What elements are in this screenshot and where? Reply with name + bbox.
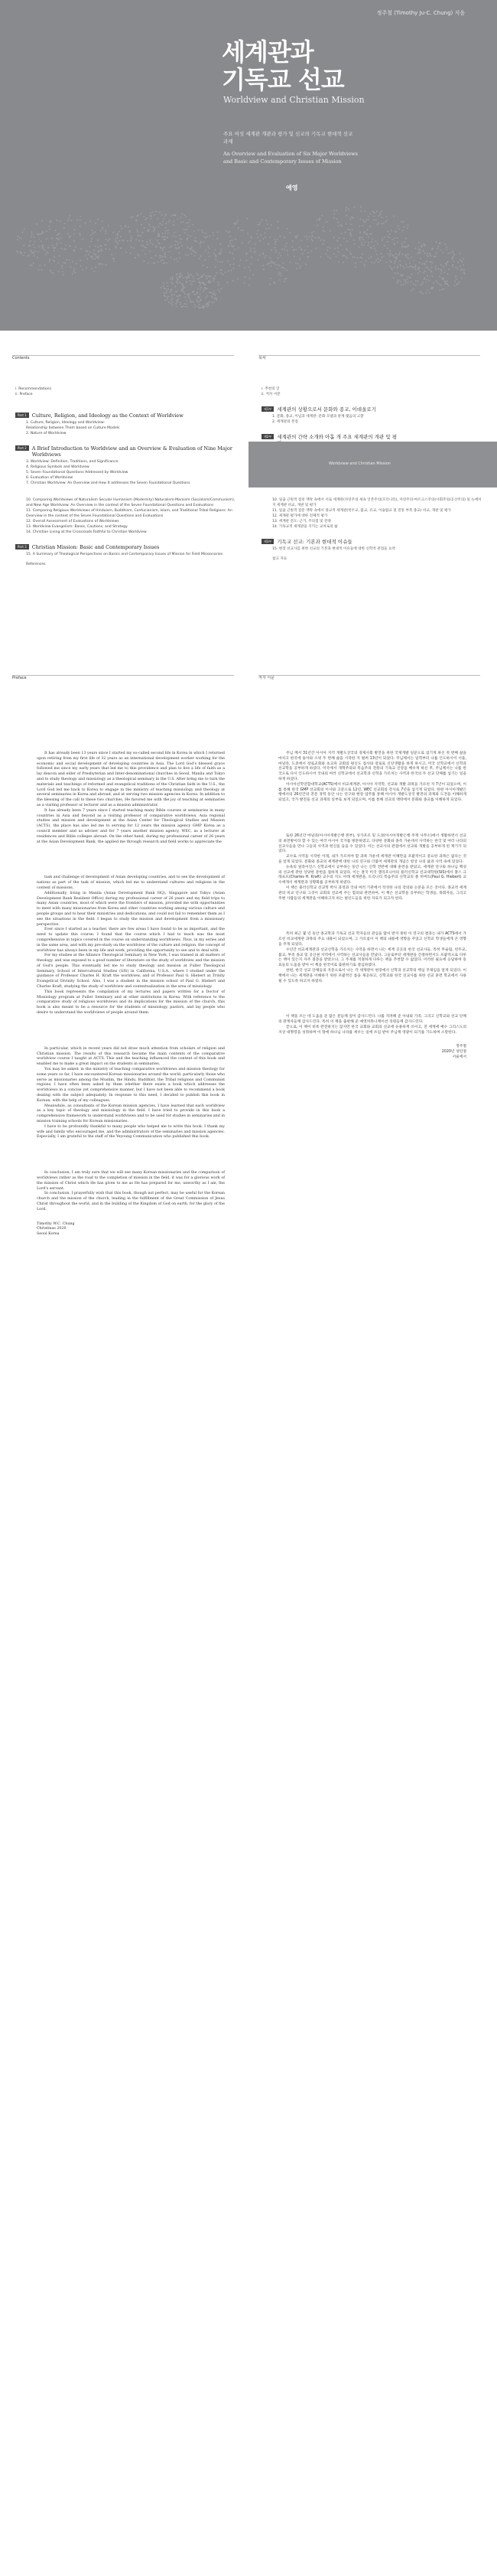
paragraph: 이 책을 쓰는 데 도움을 준 많은 분들께 깊이 감사드린다. 나를 격려해 준 아내와 가족, 그리고 신학교와 선교 단체의 관계자들께 감사드린다. 특히 이 책을 출판해 준 예영커뮤니케이션 직원들께 감사드린다. bbox=[278, 1015, 466, 1025]
signature-block: Timothy W.C. Chung Christmas 2020 Seoul Korea bbox=[37, 1221, 75, 1237]
toc-item[interactable]: ii. 저자 서문 bbox=[261, 393, 281, 396]
part-heading: 제1부 세계관의 상황으로서 문화와 종교, 이데올로기 bbox=[261, 406, 483, 412]
paragraph: 뉴욕의 얼라이언스 신학교에서 공부하는 동안 나는 신학 전반에 대해 훈련을 받았고, 세계관 연구와 하나님 백성의 선교에 관한 상당한 문헌을 접하게 되었다. 이는 결국 미국 캘리포니아의 풀러신학교 선교대학원(SIS)에서 찰스 크래프트(Charles H. Kraft) 교수의 지도 아래 세계관을, 트리니티 복음주의 신학교의 폴 히버트(Paul G. Hiebert) 교수에게서 세계관과 상황화를 공부하게 하였다. bbox=[278, 865, 466, 885]
paragraph: 한편, 한국 선교 단체들의 자문으로서 나는 각 세계관이 현장에서 신학과 선교학의 핵심 주제임을 알게 되었다. 이 책에서 나는 세계관을 이해하기 위한 포괄적인 틀을 제공하고, 신학교와 한국 선교사를 위한 선교 훈련 학교에서 사용될 수 있도록 하고자 하였다. bbox=[278, 968, 466, 983]
toc-item[interactable]: References bbox=[26, 562, 46, 566]
toc-item[interactable]: 6. Evaluation of Worldview bbox=[26, 476, 73, 480]
toc-item[interactable]: 15. 현장 선교사를 위한 선교의 기본과 현대적 이슈들에 대한 신학적 관점들 요약 bbox=[272, 547, 395, 551]
preface-spread bbox=[0, 667, 497, 2565]
paragraph: I have to be profoundly thankful to many people who helped me to write this book. I thank my wife and family who encouraged me, and the administrators of the seminaries and mission agencies. Especially, I am grateful to the staff of the Yeyoung Communication who published this book. bbox=[37, 1124, 225, 1140]
divider bbox=[12, 675, 234, 676]
part-heading: Part 2 A Brief Introduction to Worldview and an Overview & Evaluation of Nine Major Worldviews bbox=[15, 445, 237, 458]
cover-subtitle-ko: 주요 여섯 세계관 개관과 평가 및 신교의 기독교 현대적 선교과제 bbox=[223, 131, 353, 145]
toc-item[interactable]: i. Recommendations bbox=[15, 387, 51, 391]
paragraph: It has already been 7 years since I started teaching many Bible courses at seminaries in many countries in Asia and beyond as a visiting professor of comparative worldviews, Asia regional studies and mission and development at the Asian Center for Theological Studies and Mission (ACTS), the place has also led me to serving for 12 years the mission agency GMP Korea as a council member and as adviser and for 7 years another mission agency, WEC, as a lecturer at residences and Bible colleges abroad. On the other hand, during my professional career of 26 years at the Asian Development Bank, the applied me through research and field works to appreciate the bbox=[37, 808, 225, 844]
paragraph: 특히 최근 몇 년 동안 종교학과 기독교 선교 학자들의 관심을 많이 받지 못한 이 연구의 결과는 내가 ACTS에서 가르친 비교세계관 과목의 주요 내용이 되었으며, 그 가르침이 이 책의 내용에 영향을 주었고 신학교 학생들에게 큰 영향을 주게 되었다. bbox=[278, 932, 466, 947]
paragraph: 이 책은 풀러신학교 선교학 박사 과정과 국내 여러 기관에서 작성한 나의 강의와 논문을 모은 것이다. 종교적 세계관의 비교 연구와 그것이 교회의 선교에 주는 함의와 관련하여, 이 책은 선교학을 공부하는 학생들, 목회자들, 그리고 주변 사람들의 세계관을 이해하고자 하는 평신도들을 위한 자료가 되고자 한다. bbox=[278, 885, 466, 901]
toc-item[interactable]: 14. 기독교적 세계관을 지키는 교차로의 삶 bbox=[272, 525, 338, 529]
banner-caption: Worldview and Christian Mission bbox=[329, 461, 391, 466]
toc-item[interactable]: 13. Worldview Evangelism: Bases, Cautions, and Strategy bbox=[26, 525, 128, 529]
toc-item[interactable]: ii. Preface bbox=[15, 393, 33, 396]
paragraph: This book represents the compilation of my lectures and papers written for a Doctor of Missiology program at Fuller Seminary and at other institutions in Korea. With reference to the comparative study of religious worldviews and its implications for the mission of the church, this book is also meant to be a resource for the students of missiology, pastors, and lay people who desire to understand the worldviews of people around them. bbox=[37, 990, 225, 1016]
cover-title-en: Worldview and Christian Mission bbox=[223, 95, 365, 105]
toc-banner-image bbox=[248, 442, 497, 487]
preface-en-body bbox=[37, 752, 225, 1237]
toc-item[interactable]: 3. Worldview: Definition, Traditions, and Significance bbox=[26, 460, 119, 464]
preface-en-header: Preface bbox=[12, 676, 27, 680]
divider bbox=[12, 355, 234, 356]
paragraph: 주님 께서 31년간 아시아 지역 개발도상국의 경제사회 발전을 위한 국제개발 일꾼으로 섬기게 하신 첫 번째 삶을 마치고 한국에 돌아와 소위 두 번째 삶을 시작한 지 벌써 13년이 되었다. 주님께서는 일찍부터 나를 인도하시어 서울, 마닐라, 도쿄에서 장로교회와 초교파 교회의 평신도 집사와 장로로 신앙생활을 하게 하시고, 미국 신학교에서 신학과 선교학을 공부하게 하셨다. 미국에서 개혁주의와 복음주의 전통의 기독교 신앙을 배우게 하신 후, 주님께서는 나를 한국으로 다시 인도하시어 국내외 여러 신학교에서 선교학과 신학을 가르치는 사역과 한국의 두 선교 단체를 섬기는 일을 하게 하셨다. bbox=[278, 752, 466, 781]
paragraph: 또한 26년간 마닐라(아시아개발은행 본부), 싱가포르 및 도쿄(아시아개발은행 주재 사무소)에서 생활하면서 선교의 최전방이라 할 수 있는 여러 아시아 국가를 방문하였고, 다양한 문화와 종족 가운데서 사역하는 한국 및 여러 나라의 선교사들을 만나 그들의 사역과 헌신을 들을 수 있었다. 이는 선교사의 관점에서 선교와 개발을 공부하게 된 계기가 되었다. bbox=[278, 833, 466, 854]
toc-item[interactable]: 4. Religious Symbols and Worldview bbox=[26, 465, 89, 469]
preface-ko-header: 저자 서문 bbox=[258, 676, 274, 680]
cover-subtitle-en: An Overview and Evaluation of Six Major Worldviews and Basic and Contemporary Issues of Mission bbox=[223, 151, 358, 165]
toc-item[interactable]: i. 추천의 글 bbox=[261, 387, 280, 391]
toc-item[interactable]: 1. 문화, 종교, 이념과 세계관: 문화 모델과 관계 맺음의 고찰 bbox=[272, 415, 364, 419]
cover-title-ko: 세계관과 기독교 선교 bbox=[222, 37, 344, 94]
paragraph: task and challenge of development of Asian developing countries, and to see the development of nations as part of the task of mission, which led me to understand cultures and religions in the context of missions. bbox=[37, 876, 225, 890]
toc-item[interactable]: 11. 일곱 근원적 질문 맥락 속에서 종교적 세계관(힌두교, 불교, 유교, 이슬람교 및 전통 부족 종교) 비교, 개관 및 평가 bbox=[272, 509, 451, 513]
toc-item[interactable]: Relationship between Them based on Culture Models bbox=[26, 426, 120, 430]
world-map-dots-graphic bbox=[0, 191, 497, 329]
part-heading: Part 3 Christian Mission: Basic and Contemporary Issues bbox=[15, 544, 237, 550]
toc-item[interactable]: 5. Seven Foundational Questions Addressed by Worldview bbox=[26, 471, 128, 474]
part-heading: Part 1 Culture, Religion, and Ideology as the Context of Worldview bbox=[15, 412, 237, 419]
paragraph: For my studies at the Alliance Theological Seminary in New York, I was trained in all matters of theology, and was exposed to a good number of literature on the study of worldview and the mission of God's people. This eventually led me to study theology and mission at Fuller Theological Seminary, School of Intercultural Studies (SIS) in California, U.S.A., where I studied under the guidance of Professor Charles H. Kraft the worldview, and of Professor Paul G. Hiebert at Trinity Evangelical Divinity School. Also, I was a student in the mission school of Paul G. Hiebert and Charles Kraft, studying the study of worldview and contextualization in the area of missiology. bbox=[37, 954, 225, 990]
paragraph: Additionally, living in Manila (Asian Development Bank HQ), Singapore and Tokyo (Asian Development Bank Resident Office) during my professional career of 26 years and my field trips to many Asian countries, most of which were the frontiers of mission, provided me with opportunities to meet with many missionaries from Korea and other countries working among various culture and people groups and to hear their ministries and dedications, and could not fail to remember them as I see the situations in the field. I began to study the mission and development from a missionary perspective. bbox=[37, 891, 225, 927]
toc-item[interactable]: 12. Overall Assessment of Evaluations of Worldviews bbox=[26, 520, 119, 523]
paragraph: In particular, which in recent years did not draw much attention from scholars of religion and Christian mission. The results of this research became the main contents of the comparative worldview course I taught at ACTS. This and the teaching influenced the content of this book and enabled me to make a great impact on the students in seminaries. bbox=[37, 1046, 225, 1067]
paragraph: In conclusion, I am truly sure that we will see many Korean missionaries and the comparison of worldviews rather as the road to the completion of mission in the field, it was for a glorious work of the mission of Christ which He has given to me as He has prepared for me, unworthy as I am, the Lord's servant. bbox=[37, 1171, 225, 1191]
toc-en-continued bbox=[15, 497, 237, 567]
paragraph: 아시아신학연합대학교(ACTS)에서 비교세계관, 아시아 지역학, 선교와 개발 과목을 가르친 지 7년이 되었으며, 이를 통해 한국 GMP 선교회의 이사와 고문으로 12년, WEC 선교회의 강사로 7년을 섬기게 되었다. 한편 아시아개발은행에서의 26년간의 전문 경력 동안 나는 연구와 현장 업무를 통해 아시아 개발도상국 발전의 과제와 도전을 이해하게 되었고, 국가 발전을 선교 과제의 일부로 보게 되었으며, 이를 통해 선교의 맥락에서 문화와 종교를 이해하게 되었다. bbox=[278, 782, 466, 803]
paragraph: Ever since I started as a teacher, there are few areas I have found to be as important, and the need to update this course: I found that the course which I had to teach was the most comprehensive in topics covered in the course on understanding worldviews. Thus, in my series and in the same area, and with my pre-study on the worldview of the culture and religion, the concept of worldview has always been in my life and work, providing the opportunity to see and to deal with. bbox=[37, 928, 225, 953]
toc-item[interactable]: 10. Comparing Worldviews of Naturalism Secular Humanism (Modernity) Naturalism-Marxism (Socialism/Communism), and New Age Worldview: An Overview in the context of the Seven Foundational Questions and Evaluations bbox=[26, 498, 236, 507]
part-heading: 제3부 기독교 선교: 기본과 현대적 이슈들 bbox=[261, 539, 483, 545]
preface-ko-body bbox=[278, 752, 466, 1061]
toc-item[interactable]: 14. Christian Living at the Crossroads Faithful to Christian Worldview bbox=[26, 530, 147, 534]
paragraph: 수년간 비교세계관과 선교신학을 가르치는 사역을 하면서 나는 세계 곳곳의 한국 선교사들, 특히 무슬림, 힌두교, 불교, 부족 종교 및 공산권 지역에서 사역하는 선교사들을 만났다. 그들로부터 세계관을 간결하면서도 포괄적으로 다루는 책이 있는지 자주 질문을 받았으나, 그 주제를 적절하게 다루는 책을 추천할 수 없었다. 이러한 필요에 응답하여 동료들의 도움을 받아 이 책을 한국어로 출판하기로 결심하였다. bbox=[278, 947, 466, 968]
toc-item[interactable]: 12. 세계관 평가에 대한 전체적 평가 bbox=[272, 514, 328, 518]
toc-item[interactable]: 2. 세계관의 본질 bbox=[272, 420, 298, 424]
cover-author: 정주철 (Timothy Ju-C. Chung) 지음 bbox=[376, 10, 465, 16]
divider bbox=[258, 355, 480, 356]
divider bbox=[258, 675, 480, 676]
paragraph: 교수로 사역을 시작한 이래, 내가 가르쳐야 할 과목 가운데 세계관 이해만큼 포괄적이고 중요한 과목은 없다는 것을 알게 되었다. 문화와 종교의 세계관에 대한 나의 연구와 더불어 세계관의 개념은 항상 나의 삶과 사역 속에 있었다. bbox=[278, 855, 466, 864]
toc-ko-header: 목차 bbox=[258, 356, 266, 360]
toc-item[interactable]: 2. Nature of Worldview bbox=[26, 432, 67, 435]
paragraph: You may be asked: in the ministry of teaching comparative worldviews and mission theology for some years so far, I have encountered Korean missionaries around the world, particularly those who serve as missionaries among the Muslim, the Hindu, Buddhist, the Tribal religions and Communist regions. I have often been asked by them whether there exists a book which addresses the worldviews in a concise yet comprehensive manner, but I have not been able to recommend a book dealing with the subject adequately. In response to this need, I decided to publish this book in Korean, with the help of my colleagues. bbox=[37, 1068, 225, 1103]
toc-item[interactable]: 11. Comparing Religious Worldviews of Hinduism, Buddhism, Confucianism, Islam, and Traditional Tribal Religions: An Overview in the context of the Seven Foundational Questions and Evaluations bbox=[26, 509, 232, 518]
book-cover bbox=[0, 0, 497, 331]
toc-item[interactable]: 1. Culture, Religion, Ideology and Worldview: bbox=[26, 421, 105, 425]
signature-block: 정주철 2020년 성탄절 서울에서 bbox=[441, 1045, 466, 1060]
paragraph: Meanwhile, as consultants of the Korean mission agencies, I have learned that each worldview as a key topic of theology and missiology in the field. I have tried to provide in this book a comprehensive framework to understand worldviews and to be used for studies in seminaries and in mission training schools for Korean missionaries. bbox=[37, 1104, 225, 1124]
publisher-logo: 예영 bbox=[286, 184, 298, 191]
paragraph: It has already been 13 years since I started my so-called second life in Korea in which I returned upon retiring from my first life of 32 years as an international development worker working for the economic and social development of developing countries in Asia. The Lord God's blessed grace followed me since my early years that led me to this providence and plan to live a life of faith as a lay deacon and elder of Presbyterian and Inter-denominational churches in Seoul, Manila and Tokyo and to study theology and missiology as a theological seminary in the U.S. After bring me to turn the materials and teachings of reformed and evangelical traditions of the Christian faith in the U.S., the Lord God led me back to Korea to engage in the ministry of teaching missiology and theology at several seminaries in Korea and abroad, and at serving two mission agencies in Korea. In addition to the blessing of the call to these two churches, He favored me with the joy of teaching at seminaries as a visiting professor or lecturer and as a mission administrator. bbox=[37, 752, 225, 807]
paragraph: 끝으로, 이 책이 비록 완전하지는 않지만 한국 교회와 교회의 선교에 유용하게 쓰이고, 전 세계에 예수 그리스도의 지상 대명령을 성취하며 이 땅에 하나님 나라를 세우는 일에 쓰임 받아 주님께 영광이 되기를 기도하며 소망한다. bbox=[278, 1025, 466, 1035]
toc-ko-continued bbox=[261, 497, 483, 562]
toc-item[interactable]: 13. 세계관 전도: 근거, 주의점 및 전략 bbox=[272, 520, 331, 523]
paragraph: In conclusion, I prayerfully wish that this book, though not perfect, may be useful for the Korean church and the mission of the church, leading in the fulfillment of the Great Commission of Jesus Christ throughout the world, and in the building of the Kingdom of God on earth, for the glory of the Lord. bbox=[37, 1192, 225, 1211]
toc-item[interactable]: 15. A Summary of Theological Perspectives on Basics and Contemporary Issues of Mission for Field Missionaries bbox=[26, 553, 223, 556]
toc-item[interactable]: 참고 자료 bbox=[272, 557, 287, 561]
part-heading: 제2부 세계관의 간략 소개와 아홉 개 주요 세계관의 개관 및 평 bbox=[261, 434, 483, 446]
toc-en bbox=[15, 386, 237, 486]
toc-en-header: Contents bbox=[12, 356, 30, 360]
toc-continued bbox=[0, 497, 497, 612]
toc-item[interactable]: 7. Christian Worldview: An Overview and How It addresses the Seven Foundational Questions bbox=[26, 481, 190, 485]
toc-item[interactable]: 10. 일곱 근원적 질의 맥락 속에서 서로 세계관(자연주의 세속 인본주의(모더니티), 자연주의-마르크스주의(사회주의/공산주의) 및 뉴에이지 세계관 비교, 개관 및 평가 bbox=[272, 498, 482, 507]
